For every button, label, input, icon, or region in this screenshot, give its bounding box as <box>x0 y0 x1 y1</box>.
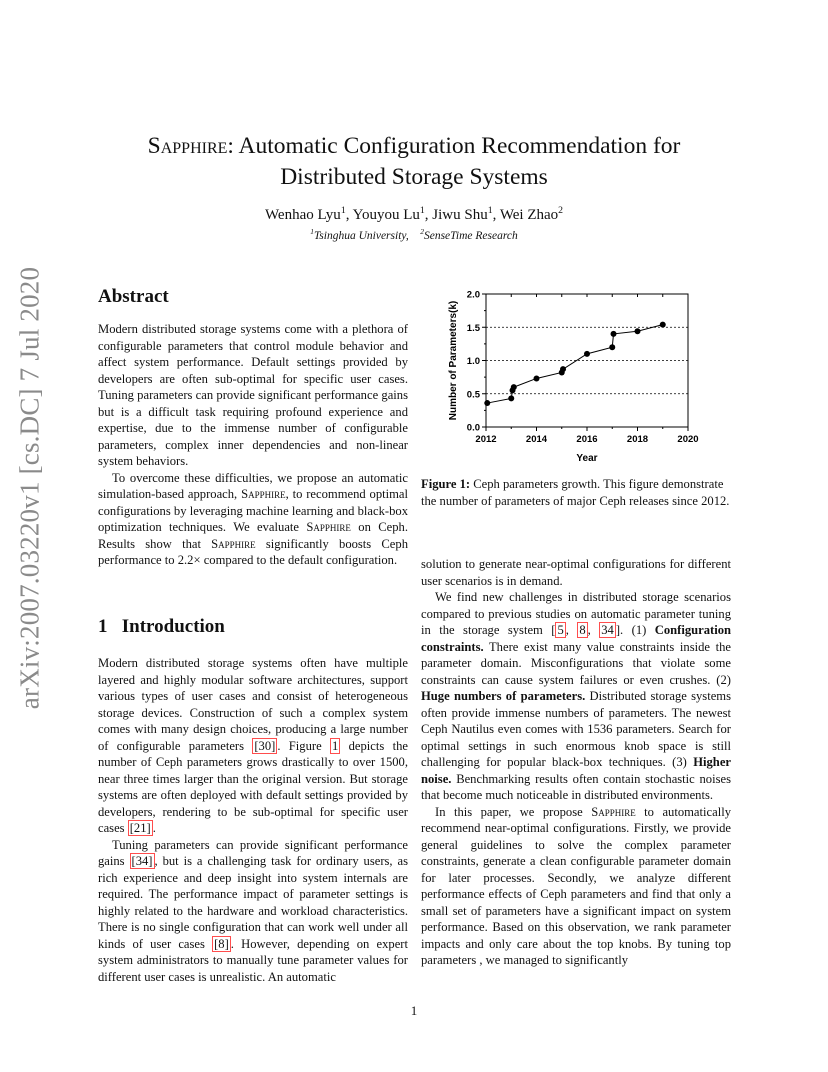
arxiv-id: arXiv:2007.03220v1 [cs.DC] 7 Jul 2020 <box>14 266 45 710</box>
system-name: Sapphire <box>211 536 256 551</box>
text-run: . However, depending on expert system administrators to manually tune parameter values for different user cases is unrealistic. An automatic <box>98 936 408 984</box>
title-line2: Distributed Storage Systems <box>280 164 548 190</box>
section-heading-introduction <box>98 616 225 638</box>
author: Wenhao Lyu <box>264 207 341 223</box>
figure-1 <box>418 282 718 472</box>
affiliation-mark: 1 <box>419 205 425 216</box>
text-run: ]. (1) <box>615 623 655 637</box>
text-run: on Ceph. Results show that <box>98 520 408 551</box>
section-title: Introduction <box>121 616 225 637</box>
y-tick-label: 0.0 <box>466 422 480 434</box>
data-point <box>508 395 514 401</box>
text-run: . <box>152 821 156 835</box>
abstract-paragraph: Modern distributed storage systems come with a plethora of configurable parameters that control module behavior and affect system performance. Default settings provided by developers are often sub-optimal for specific user cases. Tuning parameters can provide significant performance gains but is a difficult task requiring profound experience and expertise, due to the immense number of configurable parameters, complex inner dependencies and non-linear system behaviors. <box>98 322 408 468</box>
citation-link[interactable]: [34] <box>131 854 153 868</box>
citation-link[interactable]: [30] <box>254 738 276 753</box>
text-run: . Figure <box>277 738 330 753</box>
citation-link[interactable]: [8] <box>214 936 229 951</box>
author: Youyou Lu <box>352 207 420 223</box>
data-point <box>534 375 540 381</box>
intro-paragraph <box>98 655 408 837</box>
abstract-body <box>98 321 408 569</box>
challenge-label: Higher noise. <box>421 755 731 786</box>
text-run: We find new challenges in distributed storage scenarios compared to previous studies on automatic parameter tuning in the storage system [ <box>421 590 731 637</box>
author: Jiwu Shu <box>432 207 488 223</box>
text-run: Modern distributed storage systems often have multiple layered and highly modular software architectures, support various types of user cases and consist of heterogeneous storage devices. Construction of such a complex system comes with many design choices, producing a large number of configurable parameters <box>98 656 408 753</box>
y-tick-label: 2.0 <box>466 289 480 301</box>
figure-link[interactable]: 1 <box>332 738 339 753</box>
figure-label: Figure 1: <box>421 477 471 491</box>
section-number: 1 <box>98 616 108 637</box>
citation-link[interactable]: 34 <box>601 623 614 637</box>
system-name: Sapphire <box>241 487 286 501</box>
y-tick-label: 1.0 <box>466 356 480 367</box>
right-paragraph <box>421 804 731 969</box>
text-run: to automatically recommend near-optimal configurations. Firstly, we provide general guidelines to solve the complex parameter constraints, generate a clean configurable parameter domain for later processes. Secondly, we analyze different performance effects of Ceph parameters and find that only a small set of parameters have a significant impact on system performance. Based on this observation, we rank parameter impacts and only care about the top knobs. By tuning top parameters , we managed to significantly <box>421 804 731 967</box>
data-point <box>609 344 615 350</box>
x-tick-label: 2012 <box>475 434 497 445</box>
y-tick-label: 1.5 <box>466 322 480 334</box>
title-line1: : Automatic Configuration Recommendation for <box>227 133 681 159</box>
citation-link[interactable]: 8 <box>579 623 586 637</box>
affiliation-mark: 2 <box>558 205 564 216</box>
abstract-paragraph <box>98 470 408 569</box>
author-list: Wenhao Lyu$^1$, Youyou Lu$^1$, Jiwu Shu$^1$, Wei Zhao$^2$ <box>264 205 564 223</box>
intro-paragraph <box>98 837 408 986</box>
system-name: Sapphire <box>591 804 636 819</box>
x-tick-label: 2020 <box>677 434 699 445</box>
affiliation-mark: 1 <box>310 227 314 237</box>
figure-caption <box>421 476 731 509</box>
affiliation: SenseTime Research <box>423 230 518 242</box>
data-point <box>635 328 641 334</box>
text-run: , to recommend optimal configurations by leveraging machine learning and black-box optimization techniques. We evaluate <box>98 487 409 534</box>
text-run: To overcome these difficulties, we propose an automatic simulation-based approach, <box>98 470 408 501</box>
challenge-label: Configuration constraints. <box>421 623 732 654</box>
caption-text: Ceph parameters growth. This figure demonstrate the number of parameters of major Ceph releases since 2012. <box>421 477 730 508</box>
system-name: Sapphire <box>147 133 228 159</box>
text-run: , but is a challenging task for ordinary users, as rich experience and deep insight into system internals are required. The performance impact of parameter settings is highly related to the hardware and workload characteristics. There is no single configuration that can work well under all kinds of user cases <box>98 854 408 951</box>
challenge-label: Huge numbers of parameters. <box>421 689 586 703</box>
data-point <box>660 322 666 328</box>
x-tick-label: 2018 <box>626 434 649 445</box>
text-run: Benchmarking results often contain stochastic noises that become much noticeable in distributed environments. <box>421 771 731 802</box>
parameters-growth-chart <box>418 282 718 472</box>
y-tick-label: 0.5 <box>466 389 480 401</box>
citation-link[interactable]: 5 <box>557 623 564 637</box>
x-tick-label: 2016 <box>576 434 598 445</box>
data-point <box>611 331 617 337</box>
right-column-body <box>421 556 731 969</box>
affiliation-mark: 1 <box>487 205 493 216</box>
text-run: There exist many value constraints inside the parameter domain. Misconfigurations that violate some constraints can cause system failures or even crushes. (2) <box>421 639 731 687</box>
introduction-body <box>98 655 408 985</box>
right-paragraph: solution to generate near-optimal configurations for different user scenarios is in demand. <box>421 557 731 588</box>
text-run: significantly boosts Ceph performance to 2.2× compared to the default configuration. <box>98 536 408 567</box>
text-run: In this paper, we propose <box>435 804 592 819</box>
y-axis-label: Number of Parameters(k) <box>448 300 459 421</box>
data-point <box>484 400 490 406</box>
affiliation-mark: 2 <box>420 227 424 237</box>
data-point <box>511 384 517 390</box>
citation-link[interactable]: [21] <box>129 821 151 835</box>
author: Wei Zhao <box>499 207 559 223</box>
data-point <box>584 351 590 357</box>
system-name: Sapphire <box>306 520 351 534</box>
abstract-heading: Abstract <box>98 286 169 307</box>
text-run: depicts the number of Ceph parameters grows drastically to over 1500, near three times larger than the original version. But storage systems are often deployed with default settings provided by developers, rendering to be sub-optimal for specific user cases <box>98 738 408 835</box>
affiliations <box>0 227 828 242</box>
affiliation-mark: 1 <box>340 205 346 216</box>
text-run: Distributed storage systems often provide immense numbers of parameters. The newest Ceph Nautilus even comes with 1536 parameters. Search for optimal settings in such enormous knob space is still challenging for popular black-box techniques. (3) <box>421 689 731 769</box>
page-number: 1 <box>410 1003 418 1018</box>
x-axis-label: Year <box>576 453 598 464</box>
paper-title <box>0 131 828 193</box>
affiliation: Tsinghua University, <box>313 230 409 242</box>
arxiv-stamp <box>6 266 54 710</box>
text-run: Tuning parameters can provide significant performance gains <box>98 837 408 868</box>
right-paragraph: We find new challenges in distributed storage scenarios compared to previous studies on automatic parameter tuning in the storage system [ 5 , 8 , 34 ]. (1) Configuration constraints. There exist many value constraints inside the parameter domain. Misconfigurations that violate some constraints can cause system failures or even crushes. (2) Huge numbers of parameters. Distributed storage systems often provide immense numbers of parameters. The newest Ceph Nautilus even comes with 1536 parameters. Search for optimal settings in such enormous knob space is still challenging for popular black-box techniques. (3) Higher noise. Benchmarking results often contain stochastic noises that become much noticeable in distributed environments. <box>421 590 732 802</box>
x-tick-label: 2014 <box>525 434 548 445</box>
data-point <box>560 366 566 372</box>
